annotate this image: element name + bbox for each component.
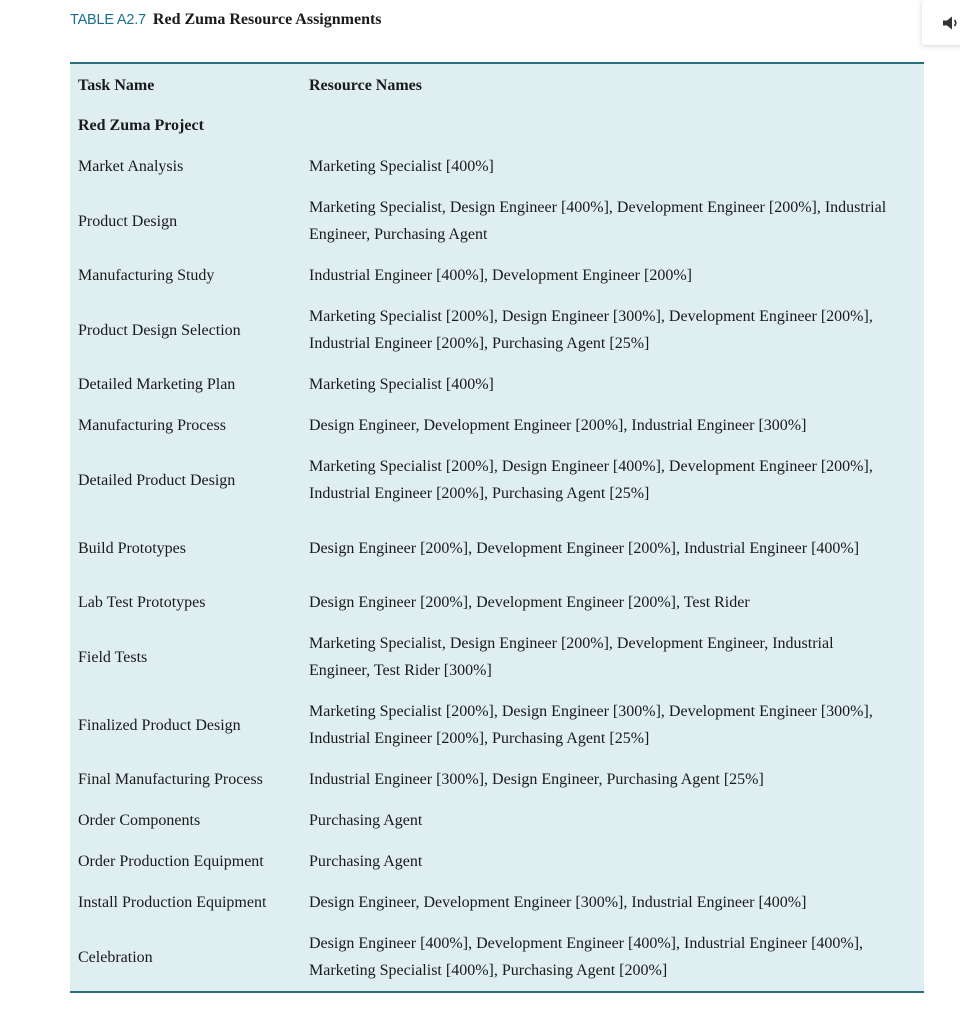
task-name: Lab Test Prototypes [78,594,206,611]
column-header-resources: Resource Names [309,77,423,94]
resource-names: Marketing Specialist, Design Engineer [200%], Development Engineer, Industrial Engineer, Test Rider [300%] [309,635,834,679]
table-title: Red Zuma Resource Assignments [152,11,382,28]
table-row [70,187,924,255]
resource-names: Design Engineer [200%], Development Engineer [200%], Industrial Engineer [400%] [309,539,860,557]
task-name: Celebration [78,948,153,966]
task-name: Install Production Equipment [78,894,267,911]
resource-names: Purchasing Agent [309,812,423,829]
resource-names: Marketing Specialist [400%] [309,158,494,175]
resource-table [70,62,924,993]
task-name: Manufacturing Study [78,267,215,284]
resource-names: Purchasing Agent [309,853,423,870]
resource-names: Design Engineer, Development Engineer [300%], Industrial Engineer [400%] [309,894,807,911]
table-row [70,364,924,405]
table-header-row [70,64,924,105]
table-row [70,446,924,514]
task-name: Product Design Selection [78,321,241,339]
resource-names: Marketing Specialist [400%] [309,376,494,393]
resource-names: Marketing Specialist [200%], Design Engineer [300%], Development Engineer [200%], Industrial Engineer [200%], Purchasing Agent [25%] [309,308,873,352]
table-row [70,923,924,991]
table-row [70,841,924,882]
table-row [70,691,924,759]
task-name: Order Components [78,812,201,829]
table-row [70,582,924,623]
table-row [70,105,924,146]
table-row [70,882,924,923]
table-row [70,296,924,364]
task-name: Market Analysis [78,158,184,175]
table-number: TABLE A2.7 [70,12,146,28]
resource-names: Marketing Specialist, Design Engineer [400%], Development Engineer [200%], Industrial Engineer, Purchasing Agent [309,199,887,243]
resource-names: Marketing Specialist [200%], Design Engineer [300%], Development Engineer [300%], Industrial Engineer [200%], Purchasing Agent [25%] [309,703,873,747]
audio-button[interactable] [922,0,960,45]
resource-names: Industrial Engineer [300%], Design Engineer, Purchasing Agent [25%] [309,771,764,788]
table-row [70,405,924,446]
table-caption [70,11,382,29]
resource-names: Design Engineer [400%], Development Engineer [400%], Industrial Engineer [400%], Marketing Specialist [400%], Purchasing Agent [200%] [309,935,864,979]
task-name: Product Design [78,212,178,230]
table-row [70,759,924,800]
task-name: Field Tests [78,648,148,666]
resource-names: Design Engineer, Development Engineer [200%], Industrial Engineer [300%] [309,417,807,434]
table-row [70,255,924,296]
task-name: Finalized Product Design [78,716,241,734]
task-name: Red Zuma Project [78,117,204,134]
table-row [70,514,924,582]
column-header-task: Task Name [78,77,155,94]
resource-names: Industrial Engineer [400%], Development Engineer [200%] [309,267,692,284]
task-name: Build Prototypes [78,539,187,557]
task-name: Detailed Product Design [78,471,236,489]
table-row [70,623,924,691]
task-name: Order Production Equipment [78,853,264,870]
resource-names [309,105,924,146]
speaker-icon [942,15,960,31]
task-name: Manufacturing Process [78,417,226,434]
table-row [70,146,924,187]
resource-names: Marketing Specialist [200%], Design Engineer [400%], Development Engineer [200%], Industrial Engineer [200%], Purchasing Agent [25%] [309,458,873,502]
resource-names: Design Engineer [200%], Development Engineer [200%], Test Rider [309,594,750,611]
task-name: Final Manufacturing Process [78,771,263,788]
task-name: Detailed Marketing Plan [78,376,236,393]
table-row [70,800,924,841]
